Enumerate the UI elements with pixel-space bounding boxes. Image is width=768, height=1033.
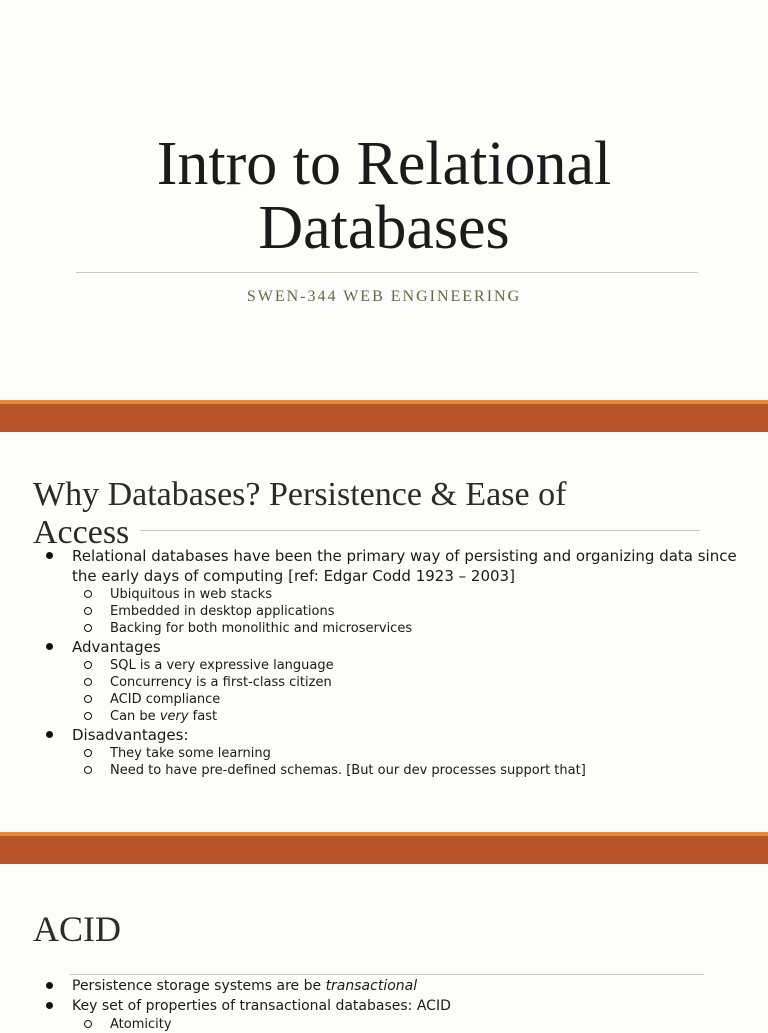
list-item <box>44 976 754 996</box>
slide-title <box>33 476 753 552</box>
list-item <box>44 546 754 637</box>
sub-bullet-text: fast <box>188 709 218 724</box>
list-item <box>82 603 754 620</box>
list-item <box>82 745 754 762</box>
bullet-dot-icon <box>46 1002 53 1009</box>
bullet-dot-icon <box>46 552 53 559</box>
acid-slide <box>0 864 768 1032</box>
list-item <box>44 725 754 779</box>
bullet-list <box>44 546 754 779</box>
sub-bullet-text: Can be <box>110 709 160 724</box>
emphasis-text: very <box>159 709 189 724</box>
sub-bullet-text: ACID compliance <box>110 692 221 707</box>
title-line-2: Access <box>33 514 130 551</box>
sub-bullet-text: Atomicity <box>110 1017 172 1032</box>
separator-accent-line <box>0 400 768 404</box>
bullet-text: Relational databases have been the primary way of persisting and organizing data since the early days of computing [ref: Edgar Codd 1923 – 2003] <box>72 547 737 585</box>
list-item <box>82 620 754 637</box>
why-databases-slide <box>0 432 768 832</box>
bullet-dot-icon <box>46 643 53 650</box>
bullet-ring-icon <box>84 624 92 632</box>
sub-bullet-text: SQL is a very expressive language <box>110 658 334 673</box>
list-item <box>82 674 754 691</box>
bullet-ring-icon <box>84 590 92 598</box>
title-line-1: Intro to Relational <box>156 130 612 198</box>
sub-bullet-text: Embedded in desktop applications <box>110 604 335 619</box>
slide-title <box>0 132 768 260</box>
sub-bullet-text: Backing for both monolithic and microservices <box>110 621 413 636</box>
sub-bullet-text: Ubiquitous in web stacks <box>110 587 272 602</box>
list-item <box>82 762 754 779</box>
title-divider-rule <box>76 272 698 273</box>
bullet-dot-icon <box>46 982 53 989</box>
bullet-ring-icon <box>84 1020 92 1028</box>
list-item <box>44 637 754 725</box>
bullet-ring-icon <box>84 678 92 686</box>
title-divider-rule <box>70 974 704 975</box>
list-item <box>82 691 754 708</box>
bullet-dot-icon <box>46 731 53 738</box>
title-divider-rule <box>140 530 700 531</box>
title-line-2: Databases <box>258 194 510 262</box>
bullet-text: Advantages <box>72 638 161 656</box>
sub-bullet-list <box>72 586 754 637</box>
bullet-ring-icon <box>84 712 92 720</box>
slide-subtitle: SWEN-344 WEB ENGINEERING <box>246 288 522 305</box>
slide-title: ACID <box>33 909 121 949</box>
emphasis-text: transactional <box>325 978 418 994</box>
slide-body <box>44 976 754 1033</box>
bullet-ring-icon <box>84 695 92 703</box>
separator-accent-line <box>0 832 768 836</box>
bullet-ring-icon <box>84 766 92 774</box>
list-item <box>82 1016 754 1033</box>
slide-separator-band <box>0 400 768 432</box>
bullet-ring-icon <box>84 607 92 615</box>
sub-bullet-text: They take some learning <box>110 746 271 761</box>
bullet-text: Key set of properties of transactional databases: ACID <box>72 998 451 1014</box>
title-slide <box>0 0 768 400</box>
list-item <box>82 586 754 603</box>
list-item <box>44 996 754 1033</box>
bullet-text: Disadvantages: <box>72 726 189 744</box>
list-item <box>82 657 754 674</box>
sub-bullet-text: Need to have pre-defined schemas. [But our dev processes support that] <box>110 763 586 778</box>
bullet-ring-icon <box>84 661 92 669</box>
sub-bullet-list <box>72 657 754 725</box>
list-item <box>82 708 754 725</box>
slide-separator-band <box>0 832 768 864</box>
slide-body <box>44 546 754 779</box>
bullet-ring-icon <box>84 749 92 757</box>
title-line-1: Why Databases? Persistence & Ease of <box>33 476 567 513</box>
bullet-list <box>44 976 754 1033</box>
sub-bullet-list <box>72 745 754 779</box>
sub-bullet-list <box>72 1016 754 1033</box>
bullet-text: Persistence storage systems are be <box>72 978 326 994</box>
sub-bullet-text: Concurrency is a first-class citizen <box>110 675 332 690</box>
